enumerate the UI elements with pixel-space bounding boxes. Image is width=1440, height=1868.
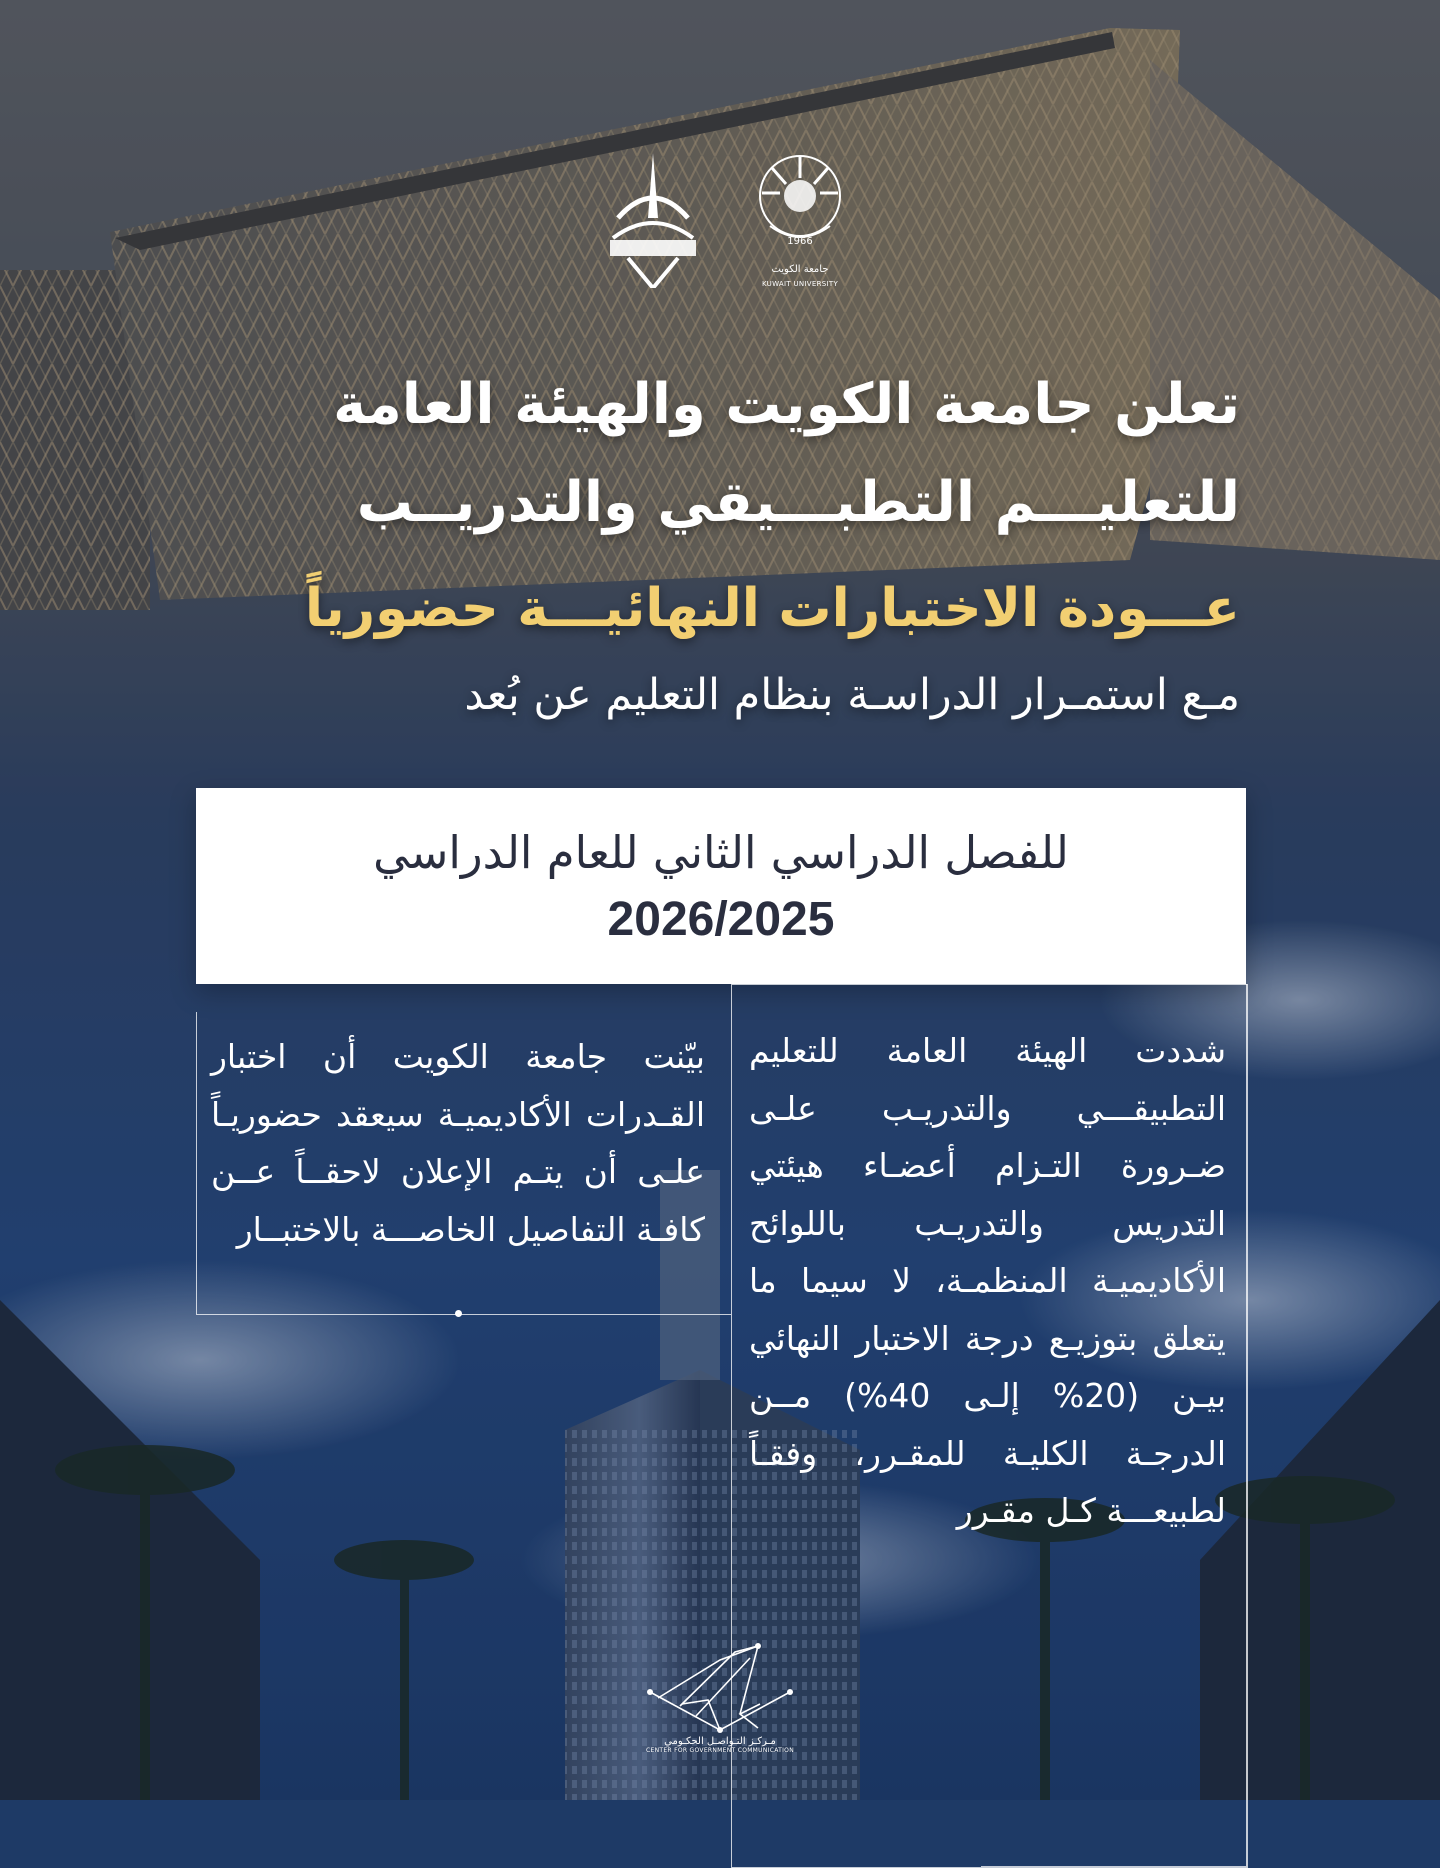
kuwait-university-year: 1966 bbox=[787, 236, 813, 247]
headline-line-2: للتعليـــم التطبـــيقي والتدريــب bbox=[356, 470, 1240, 535]
semester-title: للفصل الدراسي الثاني للعام الدراسي bbox=[373, 826, 1069, 879]
kuwait-university-name-en: KUWAIT UNIVERSITY bbox=[761, 280, 839, 288]
semester-year: 2026/2025 bbox=[607, 893, 835, 946]
kuwait-university-logo bbox=[750, 148, 850, 298]
ku-statement-panel bbox=[196, 1012, 731, 1315]
ku-panel-corner-dot bbox=[455, 1310, 462, 1317]
paaet-statement-frame bbox=[981, 984, 1247, 1867]
kuwait-university-name-ar: جامعة الكويت bbox=[771, 264, 829, 275]
headline-subtitle: مـع استمـرار الدراسـة بنظام التعليم عن بُعد bbox=[464, 670, 1240, 720]
ku-statement-text: بيّنت جامعة الكويت أن اختبار القـدرات الأكاديميـة سيعقد حضوريـاً علـى أن يتـم الإعلان لاحقــاً عــن كافـة التفاصيل الخاصـــة بالاختبــار bbox=[211, 1037, 705, 1249]
government-communication-logo-icon bbox=[640, 1640, 800, 1736]
paaet-emblem-icon bbox=[598, 148, 708, 288]
footer-brand bbox=[620, 1736, 820, 1754]
paaet-statement-text: شددت الهيئة العامة للتعليم التطبيقـــي والتدريـب علـى ضـرورة التـزام أعضـاء هيئتي التدريس والتدريـب باللوائح الأكاديميـة المنظمـة، لا سيما ما يتعلق بتوزيـع درجة الاختبار النهائي بيـن (20% إلـى 40%) مــن الدرجـة الكليـة للمقـرر، وفقـاً لطبيعـــة كـل مقـرر bbox=[749, 1031, 1227, 1530]
paaet-logo bbox=[598, 148, 708, 288]
semester-box bbox=[196, 788, 1246, 984]
headline-highlight: عـــودة الاختبارات النهائيـــة حضورياً bbox=[304, 578, 1240, 639]
headline-line-1: تعلن جامعة الكويت والهيئة العامة bbox=[333, 372, 1240, 437]
footer-name-ar: مـركـز التـواصـل الحكـومي bbox=[664, 1736, 776, 1747]
footer-name-en: CENTER FOR GOVERNMENT COMMUNICATION bbox=[646, 1747, 794, 1754]
